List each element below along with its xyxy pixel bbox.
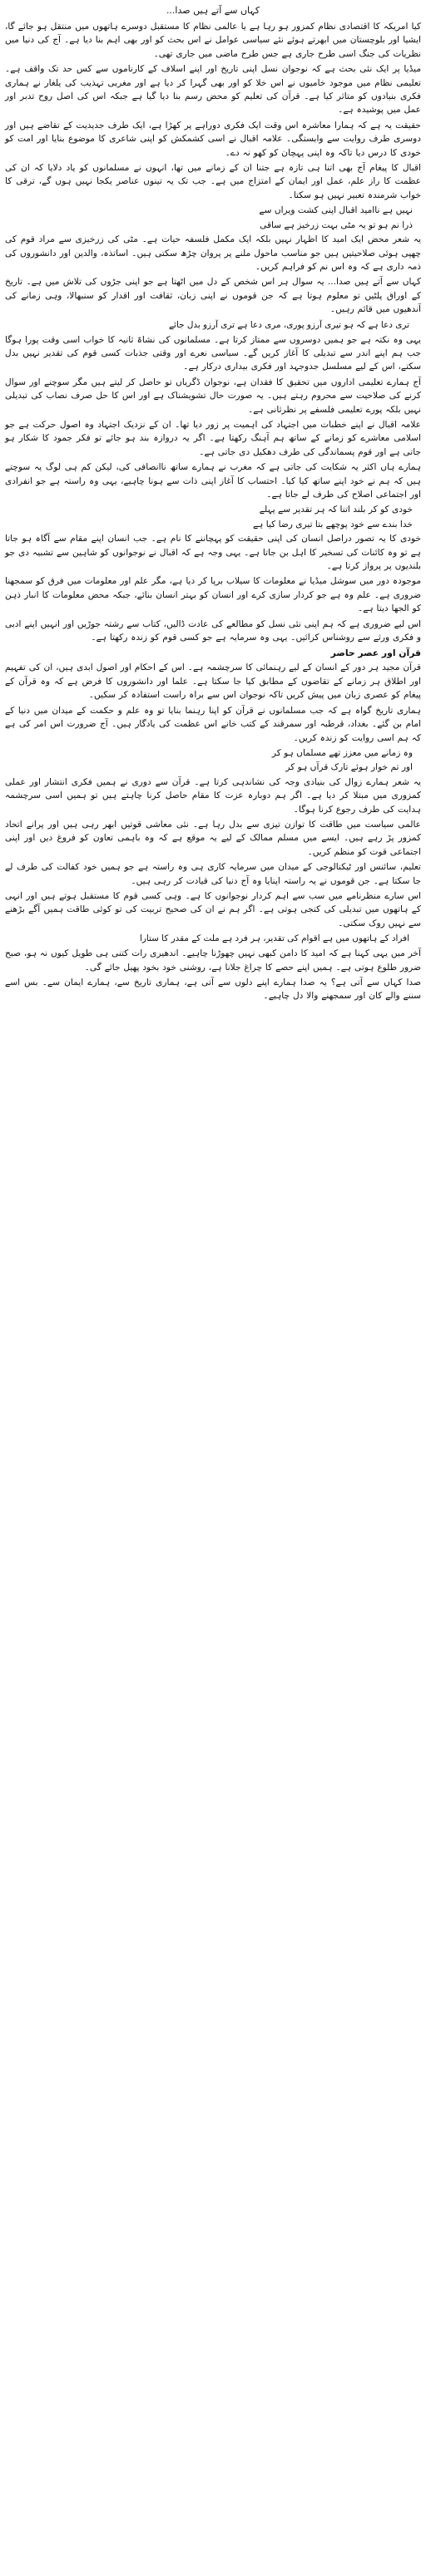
paragraph: قرآن مجید ہر دور کے انسان کے لیے رہنمائی کا سرچشمہ ہے۔ اس کے احکام اور اصول ابدی ہیں، ان کی تفہیم اور اطلاق ہر زمانے کے تقاضوں کے مطابق کیا جا سکتا ہے۔ علما اور دانشوروں کا فرض ہے کہ وہ قرآن کے پیغام کو عصری زبان میں پیش کریں تاکہ نوجوان اس سے براہ راست استفادہ کر سکیں۔ [5,662,421,701]
verse-block-3 [5,746,421,775]
paragraph: ہمارے ہاں اکثر یہ شکایت کی جاتی ہے کہ مغرب نے ہمارے ساتھ ناانصافی کی، لیکن کم ہی لوگ یہ سوچتے ہیں کہ ہم نے خود اپنے ساتھ کیا کیا۔ احتساب کا آغاز اپنی ذات سے ہونا چاہیے، یہی وہ راستہ ہے جو انفرادی اور اجتماعی اصلاح کی طرف لے جاتا ہے۔ [5,462,421,500]
section-1 [5,20,421,202]
paragraph: اقبال کا پیغام آج بھی اتنا ہی تازہ ہے جتنا ان کے زمانے میں تھا، انہوں نے مسلمانوں کو یاد دلایا کہ ان کی عظمت کا راز علم، عمل اور ایمان کے امتزاج میں ہے۔ جب تک یہ تینوں عناصر یکجا نہیں ہوں گے، ترقی کا خواب شرمندہ تعبیر نہیں ہو سکتا۔ [5,163,421,200]
quote-2: افراد کے ہاتھوں میں ہے اقوام کی تقدیر، ہر فرد ہے ملت کے مقدر کا ستارا [139,933,409,944]
quote-1: تری دعا ہے کہ ہو تیری آرزو پوری، مری دعا ہے تری آرزو بدل جائے [168,319,409,330]
verse-block-1 [5,204,421,232]
verse-line: خودی کو کر بلند اتنا کہ ہر تقدیر سے پہلے [259,505,413,515]
paragraph: ہماری تاریخ گواہ ہے کہ جب مسلمانوں نے قرآن کو اپنا رہنما بنایا تو وہ علم و حکمت کے میدان میں دنیا کے امام بن گئے۔ بغداد، قرطبہ اور سمرقند کے کتب خانے اس عظمت کی یادگار ہیں۔ آج ضرورت اس امر کی ہے کہ ہم اسی روایت کو زندہ کریں۔ [5,705,421,743]
paragraph: آج ہمارے تعلیمی اداروں میں تحقیق کا فقدان ہے، نوجوان ڈگریاں تو حاصل کر لیتے ہیں مگر سوچنے اور سوال کرنے کی صلاحیت سے محروم رہتے ہیں۔ یہ صورت حال تشویشناک ہے اور اس کا حل صرف نصاب کی تبدیلی نہیں بلکہ پورے تعلیمی فلسفے پر نظرثانی ہے۔ [5,377,421,415]
paragraph: آخر میں یہی کہنا ہے کہ امید کا دامن کبھی نہیں چھوڑنا چاہیے۔ اندھیری رات کتنی ہی طویل کیوں نہ ہو، صبح ضرور طلوع ہوتی ہے۔ ہمیں اپنے حصے کا چراغ جلانا ہے، روشنی خود بخود پھیل جائے گی۔ [5,948,421,973]
article-title: کہاں سے آتے ہیں صدا... [166,5,260,16]
verse-line: وہ زمانے میں معزز تھے مسلماں ہو کر [271,747,413,758]
paragraph: اس لیے ضروری ہے کہ ہم اپنی نئی نسل کو مطالعے کی عادت ڈالیں، کتاب سے رشتہ جوڑیں اور انہیں اپنے ادبی و فکری ورثے سے روشناس کرائیں۔ یہی وہ سرمایہ ہے جو کسی قوم کو زندہ رکھتا ہے۔ [5,618,421,643]
paragraph: یہی وہ نکتہ ہے جو ہمیں دوسروں سے ممتاز کرتا ہے۔ مسلمانوں کی نشاۃ ثانیہ کا خواب اسی وقت پورا ہوگا جب ہم اپنے اندر سے تبدیلی کا آغاز کریں گے۔ سیاسی نعرے اور وقتی جذبات کسی قوم کی تقدیر نہیں بدل سکتے، اس کے لیے مسلسل جدوجہد اور فکری بیداری درکار ہے۔ [5,334,421,372]
paragraph: موجودہ دور میں سوشل میڈیا نے معلومات کا سیلاب برپا کر دیا ہے، مگر علم اور معلومات میں فرق کو سمجھنا ضروری ہے۔ علم وہ ہے جو کردار سازی کرے اور انسان کو بہتر انسان بنائے، جبکہ محض معلومات کا انبار ذہن کو الجھا دیتا ہے۔ [5,576,421,614]
verse-line: خدا بندے سے خود پوچھے بتا تیری رضا کیا ہے [252,519,413,529]
section-3 [5,333,421,502]
verse-line: ذرا نم ہو تو یہ مٹی بہت زرخیز ہے ساقی [260,219,413,230]
paragraph: تعلیم، سائنس اور ٹیکنالوجی کے میدان میں سرمایہ کاری ہی وہ راستہ ہے جو ہمیں خود کفالت کی طرف لے جا سکتا ہے۔ جن قوموں نے یہ راستہ اپنایا وہ آج دنیا کی قیادت کر رہی ہیں۔ [5,862,421,886]
paragraph: خودی کا یہ تصور دراصل انسان کی اپنی حقیقت کو پہچاننے کا نام ہے۔ جب انسان اپنے مقام سے آگاہ ہو جاتا ہے تو وہ کائنات کی تسخیر کا اہل بن جاتا ہے۔ یہی وجہ ہے کہ اقبال نے نوجوانوں کو شاہین سے تشبیہ دی جو بلندیوں پر پرواز کرتا ہے۔ [5,534,421,572]
section-7 [5,947,421,1003]
section-5 [5,661,421,744]
verse-line: اور تم خوار ہوئے تارک قرآں ہو کر [285,762,413,773]
verse-block-2 [5,503,421,531]
section-heading: قرآن اور عصر حاضر [330,648,421,659]
paragraph: یہ شعر محض ایک امید کا اظہار نہیں بلکہ ایک مکمل فلسفہ حیات ہے۔ مٹی کی زرخیزی سے مراد قوم کی چھپی ہوئی صلاحیتیں ہیں جو مناسب ماحول ملنے پر پروان چڑھ سکتی ہیں۔ اساتذہ، والدین اور دانشوروں کی ذمہ داری ہے کہ وہ اس نم کو فراہم کریں۔ [5,234,421,272]
section-4 [5,532,421,644]
paragraph: میڈیا پر ایک نئی بحث ہے کہ نوجوان نسل اپنی تاریخ اور اپنے اسلاف کے کارناموں سے کس حد تک واقف ہے۔ تعلیمی نظام میں موجود خامیوں نے اس خلا کو اور بھی گہرا کر دیا ہے اور مغربی تہذیب کی یلغار نے ہماری فکری بنیادوں کو متاثر کیا ہے۔ قرآن کی تعلیم کو محض رسم بنا دیا گیا ہے جبکہ اس کی اصل روح تدبر اور عمل میں پوشیدہ ہے۔ [5,64,421,116]
verse-line: نہیں ہے ناامید اقبال اپنی کشت ویراں سے [259,205,413,216]
section-6 [5,776,421,930]
paragraph: علامہ اقبال نے اپنے خطبات میں اجتہاد کی اہمیت پر زور دیا تھا۔ ان کے نزدیک اجتہاد وہ اصول حرکت ہے جو اسلامی معاشرے کو زمانے کے ساتھ ہم آہنگ رکھتا ہے۔ اگر یہ دروازہ بند ہو جائے تو فکر جمود کا شکار ہو جاتی ہے اور قوم پسماندگی کی طرف دھکیل دی جاتی ہے۔ [5,419,421,457]
paragraph: حقیقت یہ ہے کہ ہمارا معاشرہ اس وقت ایک فکری دوراہے پر کھڑا ہے، ایک طرف جدیدیت کے تقاضے ہیں اور دوسری طرف روایت سے وابستگی۔ علامہ اقبال نے اسی کشمکش کو اپنی شاعری کا موضوع بنایا اور امت کو خودی کا درس دیا تاکہ وہ اپنی پہچان کو کھو نہ دے۔ [5,120,421,158]
section-2 [5,233,421,316]
paragraph: اس سارے منظرنامے میں سب سے اہم کردار نوجوانوں کا ہے۔ وہی کسی قوم کا مستقبل ہوتے ہیں اور انہی کے ہاتھوں میں تبدیلی کی کنجی ہوتی ہے۔ اگر ہم نے ان کی صحیح تربیت کی تو کوئی طاقت ہمیں آگے بڑھنے سے نہیں روک سکتی۔ [5,890,421,928]
paragraph: یہ شعر ہمارے زوال کی بنیادی وجہ کی نشاندہی کرتا ہے۔ قرآن سے دوری نے ہمیں فکری انتشار اور عملی کمزوری میں مبتلا کر دیا ہے۔ اگر ہم دوبارہ عزت کا مقام حاصل کرنا چاہتے ہیں تو ہمیں اسی سرچشمہ ہدایت کی طرف رجوع کرنا ہوگا۔ [5,776,421,815]
paragraph: عالمی سیاست میں طاقت کا توازن تیزی سے بدل رہا ہے۔ نئی معاشی قوتیں ابھر رہی ہیں اور پرانے اتحاد کمزور پڑ رہے ہیں۔ ایسے میں مسلم ممالک کے لیے یہ موقع ہے کہ وہ باہمی تعاون کو فروغ دیں اور اپنی اجتماعی قوت کو منظم کریں۔ [5,819,421,857]
paragraph: کہاں سے آتے ہیں صدا... یہ سوال ہر اس شخص کے دل میں اٹھتا ہے جو اپنی جڑوں کی تلاش میں ہے۔ تاریخ کے اوراق پلٹیں تو معلوم ہوتا ہے کہ جن قوموں نے اپنی زبان، ثقافت اور اقدار کو سنبھالا، وہی زمانے کی آندھیوں میں قائم رہیں۔ [5,277,421,315]
paragraph: صدا کہاں سے آتی ہے؟ یہ صدا ہمارے اپنے دلوں سے آتی ہے، ہماری تاریخ سے، ہمارے ایمان سے۔ بس اسے سننے والے کان اور سمجھنے والا دل چاہیے۔ [5,978,421,1002]
paragraph: کیا امریکہ کا اقتصادی نظام کمزور ہو رہا ہے یا عالمی نظام کا مستقبل دوسرے ہاتھوں میں منتقل ہو جائے گا، ایشیا اور بلوچستان میں ابھرتے ہوئے نئے سیاسی عوامل نے اس بحث کو اور بھی اہم بنا دیا ہے۔ آج کی دنیا میں نظریات کی جنگ اسی طرح جاری ہے جس طرح ماضی میں جاری تھی۔ [5,22,421,59]
